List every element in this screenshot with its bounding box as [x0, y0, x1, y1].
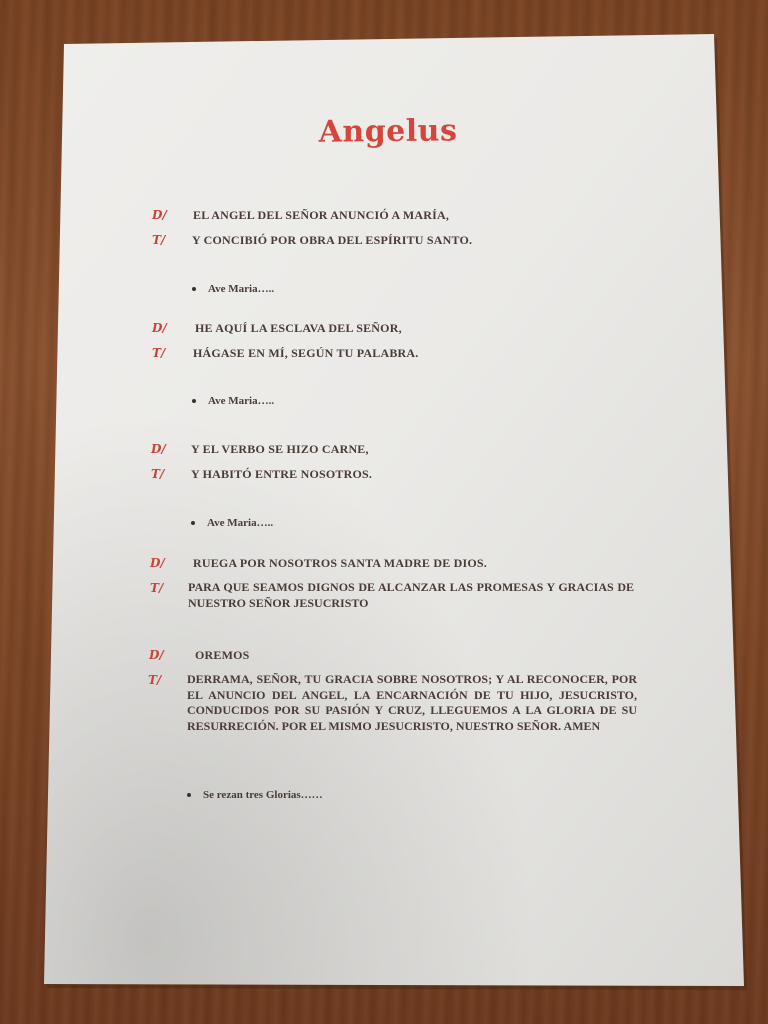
closing-bullet: [187, 789, 323, 801]
d-mark: D/: [150, 556, 165, 570]
stanza-5-t-paragraph: DERRAMA, SEÑOR, TU GRACIA SOBRE NOSOTROS; Y AL RECONOCER, POR EL ANUNCIO DEL ANGEL, LA ENCARNACIÓN DE TU HIJO, JESUCRISTO, CONDUCIDOS POR SU PASIÓN Y CRUZ, LLEGUEMOS A LA GLORIA DE SU RESURRECIÓN. POR EL MISMO JESUCRISTO, NUESTRO SEÑOR. AMEN: [187, 672, 637, 733]
stanza-3-t-line: Y HABITÓ ENTRE NOSOTROS.: [191, 467, 373, 481]
stanza-3-d-line: Y EL VERBO SE HIZO CARNE,: [191, 442, 369, 456]
bullet-text: Ave Maria…..: [208, 395, 275, 407]
bullet-icon: [192, 399, 196, 403]
d-mark: D/: [152, 208, 167, 222]
t-mark: T/: [152, 346, 166, 360]
stanza-5-d-line: OREMOS: [195, 648, 250, 662]
stanza-1-t-line: Y CONCIBIÓ POR OBRA DEL ESPÍRITU SANTO.: [192, 233, 473, 247]
stanza-1-d-line: EL ANGEL DEL SEÑOR ANUNCIÓ A MARÍA,: [193, 208, 450, 222]
bullet-text: Ave Maria…..: [208, 283, 275, 295]
stanza-2-bullet: [192, 395, 274, 407]
stanza-2-t-line: HÁGASE EN MÍ, SEGÚN TU PALABRA.: [193, 346, 419, 360]
page-title: Angelus: [318, 113, 458, 150]
d-mark: D/: [151, 442, 166, 456]
d-mark: D/: [152, 321, 167, 335]
d-mark: D/: [149, 648, 164, 662]
stanza-2-d-line: HE AQUÍ LA ESCLAVA DEL SEÑOR,: [195, 321, 402, 335]
bullet-icon: [187, 793, 191, 797]
stanza-3-bullet: [191, 517, 273, 529]
bullet-text: Ave Maria…..: [207, 517, 274, 529]
t-mark: T/: [152, 233, 166, 247]
bullet-icon: [192, 287, 196, 291]
stanza-1-bullet: [192, 283, 274, 295]
t-mark: T/: [148, 673, 162, 687]
stanza-4-t-paragraph: PARA QUE SEAMOS DIGNOS DE ALCANZAR LAS PROMESAS Y GRACIAS DE NUESTRO SEÑOR JESUCRISTO: [188, 580, 634, 610]
bullet-text: Se rezan tres Glorias……: [203, 789, 323, 801]
t-mark: T/: [151, 467, 165, 481]
t-mark: T/: [150, 581, 164, 595]
bullet-icon: [191, 521, 195, 525]
stanza-4-d-line: RUEGA POR NOSOTROS SANTA MADRE DE DIOS.: [193, 556, 487, 570]
